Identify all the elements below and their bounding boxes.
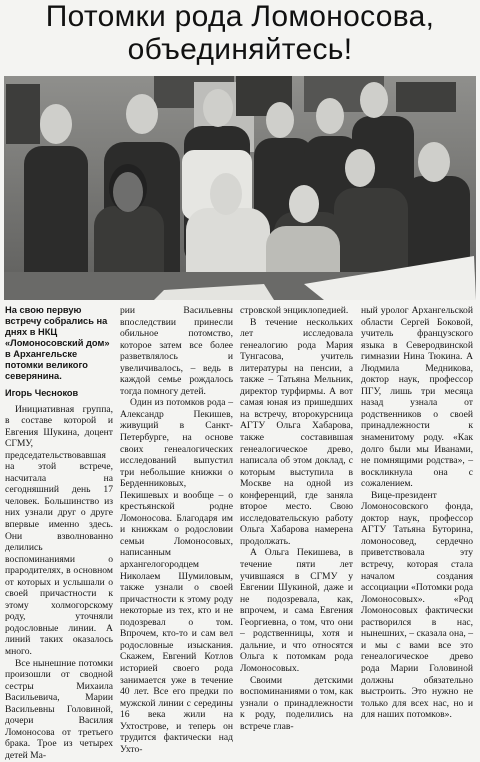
article-column-1	[5, 305, 113, 761]
paragraph: В течение нескольких лет исследовала генеалогию рода Мария Тунгасова, учитель литературы на пенсии, а также – Татьяна Мельник, директор турфирмы. А вот самая юная из пришедших на встречу, второкурсница АГТУ Ольга Хабарова, также составившая генеалогическое древо, написала об этом доклад, с которым выступила в Москве на одной из конференций, где заняла второе место. Свою исследовательскую работу Ольга Хабарова намерена продолжать.	[240, 316, 353, 547]
paragraph: А Ольга Пекишева, в течение пяти лет учившаяся в СГМУ у Евгении Шукиной, даже и не подозревала, как, впрочем, и сама Евгения Георгиевна, о том, что они – родственницы, хотя и дальние, и что относятся Ольга к потомкам рода Ломоносовых.	[240, 547, 353, 674]
article-lead: На свою первую встречу собрались на днях в НКЦ «Ломоносовский дом» в Архангельске потомки великого северянина.	[5, 305, 110, 381]
article-author: Игорь Чесноков	[5, 388, 79, 398]
paragraph: Своими детскими воспоминаниями о том, как узнали о принадлежности к роду, поделились на встрече глав-	[240, 674, 353, 732]
paragraph: Вице-президент Ломоносовского фонда, доктор наук, профессор АГТУ Татьяна Буторина, ломоносовед, сердечно приветствовала эту встречу, которая стала началом создания ассоциации «Потомки рода Ломоносовых». «Род Ломоносовых фактически растворился в нас, нынешних, – сказала она, – и мы с вами все это генеалогическое древо рода Марии Головиной должны обязательно выстроить. Это нужно не только для всех нас, но и для наших потомков».	[361, 489, 473, 721]
paragraph: рии Васильевны впоследствии принесли обильное потомство, которое затем все более разветвлялось и увеличивалось, – ведь в каждой семье рождалось тогда помногу детей.	[120, 305, 233, 397]
article-column-4	[361, 305, 473, 721]
article-column-2	[120, 305, 233, 755]
article-column-3	[240, 305, 353, 732]
paragraph: стровской энциклопедией.	[240, 305, 349, 316]
group-photo	[4, 76, 476, 300]
group-photo-drawing	[4, 76, 476, 300]
paragraph: Один из потомков рода – Александр Пекишев, живущий в Санкт-Петербурге, на основе своих генеалогических исследований выпустил три небольшие книжки о Берденниковых, Пекишевых и вообще – о крестьянской родне Ломоносова. Благодаря им и книжкам о родословии семьи Ломоносовых, написанным архангелогородцем Николаем Шумиловым, также узнали о своей причастности к этому роду некоторые из тех, кто и не подозревал о том. Впрочем, кто-то и сам вел родословные изыскания. Скажем, Евгений Котлов историей своего рода занимается уже в течение 40 лет. Все его предки по мужской линии с середины 16 века жили на Ухтострове, и теперь он трудится фактически над Ухто-	[120, 397, 233, 755]
paragraph: Инициативная группа, в составе которой и Евгения Шукина, доцент СГМУ, председательствовавшая на этой встрече, насчитала на сегодняшний день 17 человек. Большинство из них узнали друг о друге впервые именно здесь. Они взволнованно делились воспоминаниями о прародителях, в основном от которых и услышали о своей причастности к этому холмогорскому роду, уточняли родословные линии. А линий таких оказалось много.	[5, 403, 113, 658]
headline	[0, 0, 480, 72]
paragraph: Все нынешние потомки произошли от сводной сестры Михаила Васильевича, Марии Васильевны Головиной, дочери Василия Ломоносова от третьего брака. Трое из четырех детей Ма-	[5, 657, 113, 761]
paragraph: ный уролог Архангельской области Сергей Боковой, учитель французского языка в Северодвинской гимназии Нина Тюкина. А Людмила Медникова, доктор наук, профессор ПГУ, лишь три месяца назад узнала от родственников о своей принадлежности к знаменитому роду. «Как долго были мы Иванами, не помнящими родства», – воскликнула она с сожалением.	[361, 305, 473, 490]
headline-line-1: Потомки рода Ломоносова,	[45, 0, 435, 33]
headline-line-2: объединяйтесь!	[127, 33, 353, 66]
